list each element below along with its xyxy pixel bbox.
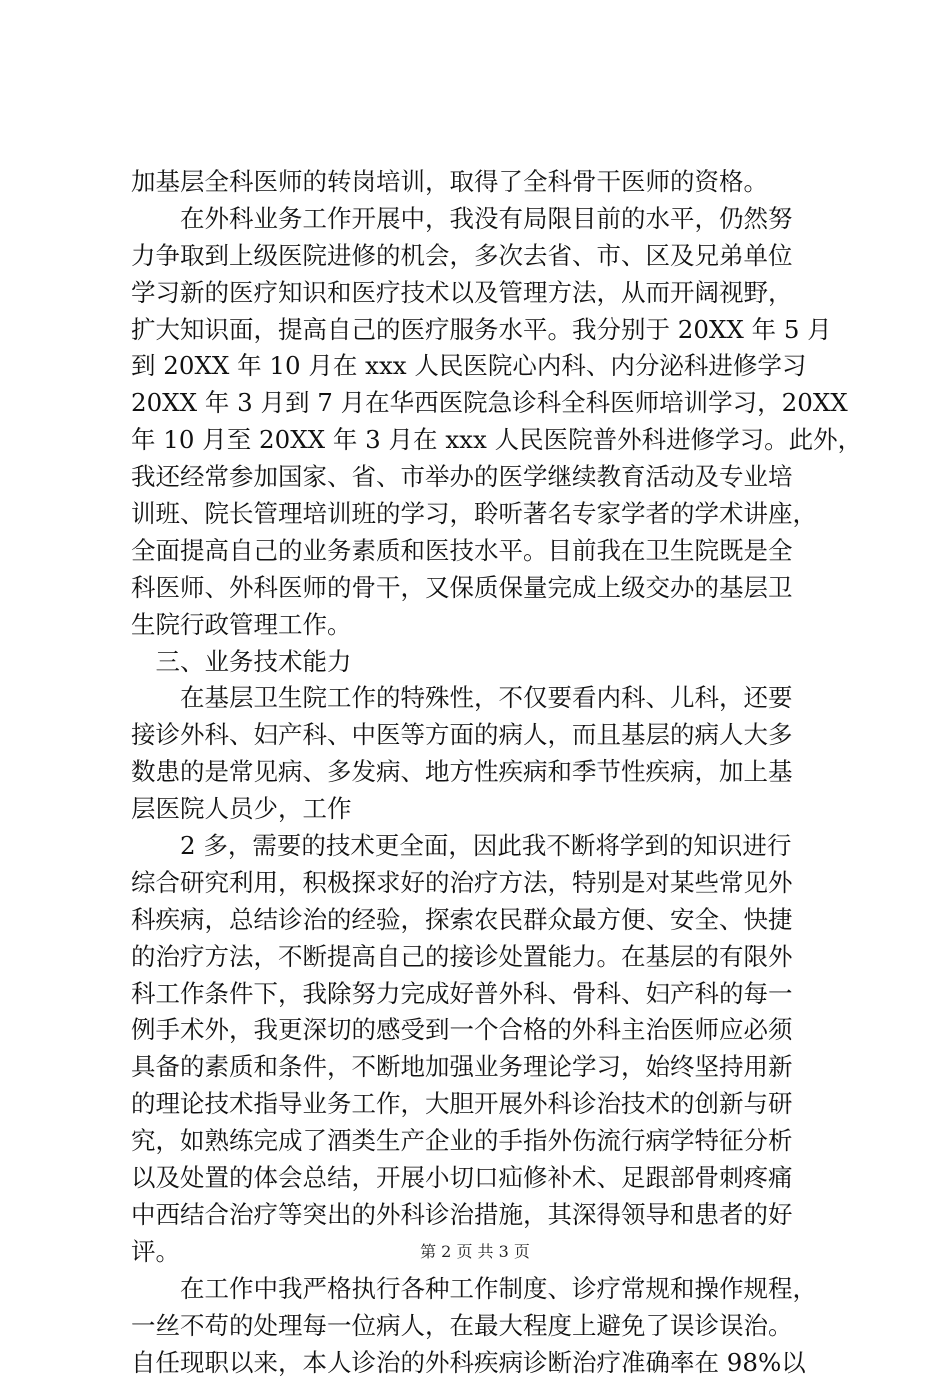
text-line: 接诊外科、妇产科、中医等方面的病人，而且基层的病人大多: [131, 717, 843, 754]
text-line: 我还经常参加国家、省、市举办的医学继续教育活动及专业培: [131, 459, 843, 496]
text-line: 评。: [131, 1234, 843, 1271]
text-line: 数患的是常见病、多发病、地方性疾病和季节性疾病，加上基: [131, 754, 843, 791]
text-line: 训班、院长管理培训班的学习，聆听著名专家学者的学术讲座，: [131, 496, 843, 533]
text-line: 自任现职以来，本人诊治的外科疾病诊断治疗准确率在 98%以: [131, 1345, 843, 1381]
text-line: 综合研究利用，积极探求好的治疗方法，特别是对某些常见外: [131, 865, 843, 902]
text-line: 以及处置的体会总结，开展小切口疝修补术、足跟部骨刺疼痛: [131, 1160, 843, 1197]
page-footer: [0, 1242, 950, 1262]
text-line: 的理论技术指导业务工作，大胆开展外科诊治技术的创新与研: [131, 1086, 843, 1123]
text-line: 科工作条件下，我除努力完成好普外科、骨科、妇产科的每一: [131, 976, 843, 1013]
body-text: [131, 164, 843, 1381]
text-line: 加基层全科医师的转岗培训，取得了全科骨干医师的资格。: [131, 164, 843, 201]
text-line: 层医院人员少，工作: [131, 791, 843, 828]
text-line: 科医师、外科医师的骨干，又保质保量完成上级交办的基层卫: [131, 570, 843, 607]
text-line: 一丝不苟的处理每一位病人，在最大程度上避免了误诊误治。: [131, 1308, 843, 1345]
text-line: 在工作中我严格执行各种工作制度、诊疗常规和操作规程，: [131, 1271, 843, 1308]
text-line: 生院行政管理工作。: [131, 607, 843, 644]
text-line: 科疾病，总结诊治的经验，探索农民群众最方便、安全、快捷: [131, 902, 843, 939]
text-line: 学习新的医疗知识和医疗技术以及管理方法，从而开阔视野，: [131, 275, 843, 312]
text-line: 在外科业务工作开展中，我没有局限目前的水平，仍然努: [131, 201, 843, 238]
text-line: 全面提高自己的业务素质和医技水平。目前我在卫生院既是全: [131, 533, 843, 570]
text-line: 究，如熟练完成了酒类生产企业的手指外伤流行病学特征分析: [131, 1123, 843, 1160]
text-line: 具备的素质和条件，不断地加强业务理论学习，始终坚持用新: [131, 1049, 843, 1086]
text-line: 力争取到上级医院进修的机会，多次去省、市、区及兄弟单位: [131, 238, 843, 275]
text-line: 年 10 月至 20XX 年 3 月在 xxx 人民医院普外科进修学习。此外，: [131, 422, 843, 459]
text-line: 的治疗方法，不断提高自己的接诊处置能力。在基层的有限外: [131, 939, 843, 976]
page-number-label: 第 2 页 共 3 页: [420, 1242, 530, 1261]
text-line: 到 20XX 年 10 月在 xxx 人民医院心内科、内分泌科进修学习: [131, 348, 843, 385]
text-line: 中西结合治疗等突出的外科诊治措施，其深得领导和患者的好: [131, 1197, 843, 1234]
text-line: 20XX 年 3 月到 7 月在华西医院急诊科全科医师培训学习，20XX: [131, 385, 843, 422]
text-line: 在基层卫生院工作的特殊性，不仅要看内科、儿科，还要: [131, 680, 843, 717]
section-heading: 三、业务技术能力: [131, 644, 843, 681]
text-line: 扩大知识面，提高自己的医疗服务水平。我分别于 20XX 年 5 月: [131, 312, 843, 349]
text-line: 例手术外，我更深切的感受到一个合格的外科主治医师应必须: [131, 1012, 843, 1049]
text-line: 2 多，需要的技术更全面，因此我不断将学到的知识进行: [131, 828, 843, 865]
